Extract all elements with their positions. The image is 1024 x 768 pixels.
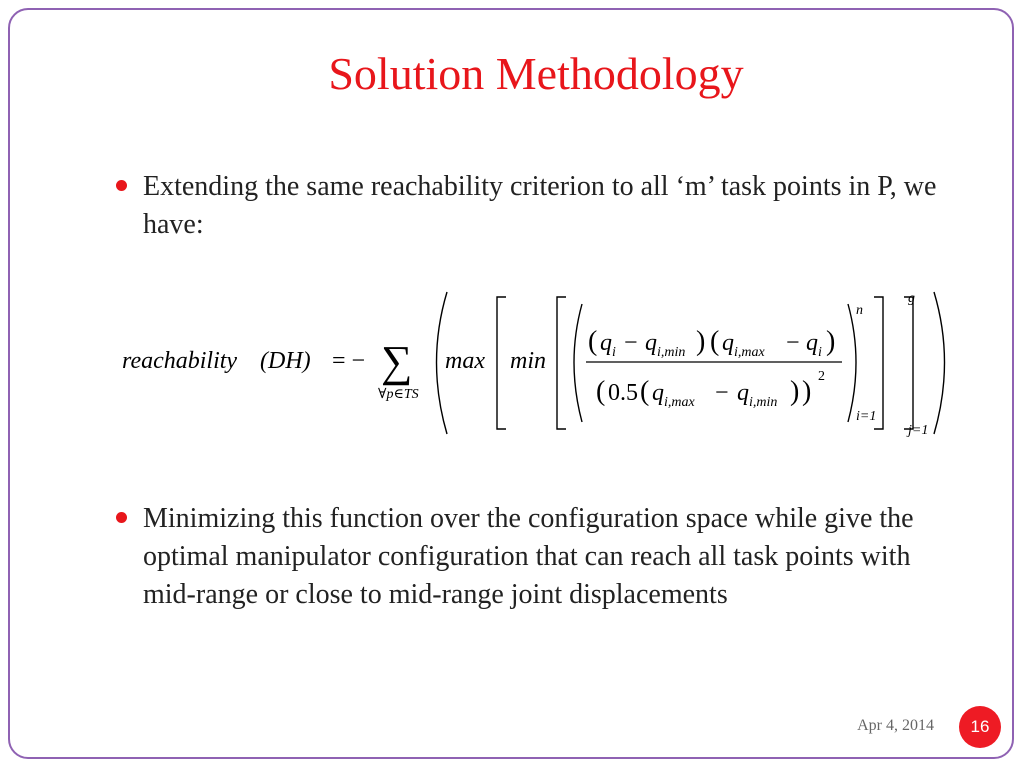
- formula-sum-subscript: ∀p∈TS: [378, 387, 419, 402]
- svg-text:(: (: [588, 326, 598, 357]
- svg-text:−: −: [624, 330, 638, 356]
- svg-text:−: −: [715, 380, 729, 406]
- formula-min: min: [510, 348, 546, 374]
- bullet-dot-icon: [116, 180, 127, 191]
- formula-sum-symbol: ∑: [381, 337, 413, 386]
- svg-text:q: q: [645, 330, 657, 356]
- bullet-text-1: Extending the same reachability criterion to all ‘m’ task points in P, we have:: [143, 171, 937, 240]
- bullet-item-2: [143, 500, 958, 614]
- svg-text:q: q: [652, 380, 664, 406]
- svg-text:2: 2: [818, 369, 825, 384]
- svg-text:i,max: i,max: [664, 395, 695, 410]
- bullet-dot-icon: [116, 512, 127, 523]
- svg-text:n: n: [856, 303, 863, 318]
- svg-text:0.5: 0.5: [608, 380, 638, 406]
- svg-text:g: g: [908, 291, 915, 306]
- svg-text:i,min: i,min: [749, 395, 778, 410]
- svg-text:q: q: [806, 330, 818, 356]
- svg-text:q: q: [600, 330, 612, 356]
- svg-text:i: i: [612, 345, 616, 360]
- svg-text:i,min: i,min: [657, 345, 686, 360]
- svg-text:i=1: i=1: [856, 409, 877, 424]
- svg-text:q: q: [737, 380, 749, 406]
- bullet-item-1: [143, 168, 958, 244]
- svg-text:(: (: [596, 376, 606, 407]
- svg-text:(: (: [710, 326, 720, 357]
- svg-text:): ): [790, 376, 800, 407]
- footer-date: Apr 4, 2014: [857, 717, 934, 734]
- slide-title: Solution Methodology: [328, 48, 744, 99]
- page-number-badge: 16: [959, 706, 1001, 748]
- formula-max: max: [445, 348, 485, 374]
- formula-lhs: reachability: [122, 348, 238, 374]
- svg-text:): ): [826, 326, 836, 357]
- bullet-text-2: Minimizing this function over the configuration space while give the optimal manipulator configuration that can reach all task points with mid-range or close to mid-range joint displacements: [143, 503, 914, 610]
- svg-text:i: i: [818, 345, 822, 360]
- svg-text:q: q: [722, 330, 734, 356]
- svg-text:): ): [696, 326, 706, 357]
- formula-equals: = −: [332, 348, 366, 374]
- svg-text:): ): [802, 376, 812, 407]
- svg-text:−: −: [786, 330, 800, 356]
- formula-lhs-arg: (DH): [260, 348, 311, 374]
- svg-text:j=1: j=1: [908, 423, 929, 438]
- reachability-formula: [0, 280, 1024, 450]
- svg-text:i,max: i,max: [734, 345, 765, 360]
- svg-text:(: (: [640, 376, 650, 407]
